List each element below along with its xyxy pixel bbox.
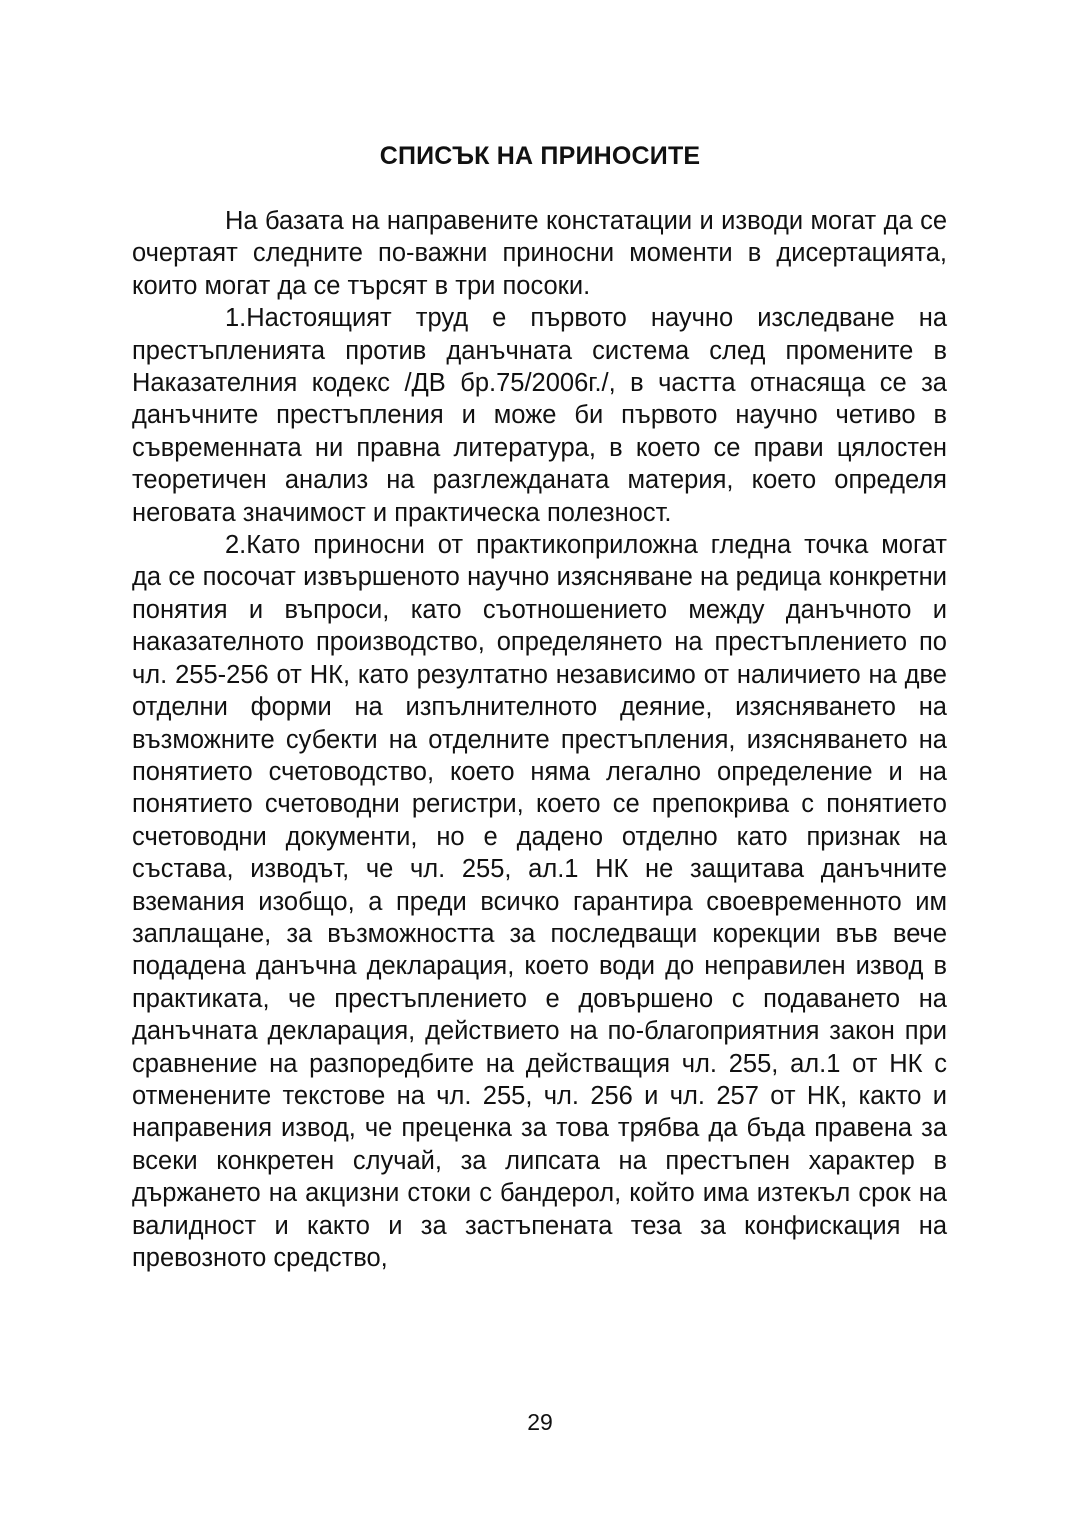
- page-number: 29: [527, 1409, 553, 1435]
- page-title: СПИСЪК НА ПРИНОСИТЕ: [379, 142, 701, 170]
- body-text: [132, 205, 947, 1274]
- paragraph-intro: На базата на направените констатации и изводи могат да се очертаят следните по-важни приносни моменти в дисертацията, които могат да се търсят в три посоки.: [132, 207, 947, 300]
- paragraph-contribution-2: 2.Като приносни от практикоприложна гледна точка могат да се посочат извършеното научно изясняване на редица конкретни понятия и въпроси, като съотношението между данъчното и наказателното производство, определянето на престъплението по чл. 255-256 от НК, като резултатно независимо от наличието на две отделни форми на изпълнителното деяние, изясняването на възможните субекти на отделните престъпления, изясняването на понятието счетоводство, което няма легално определение и на понятието счетоводни регистри, което се препокрива с понятието счетоводни документи, но е дадено отделно като признак на състава, изводът, че чл. 255, ал.1 НК не защитава данъчните вземания изобщо, а преди всичко гарантира своевременното им заплащане, за възможността за последващи корекции във вече подадена данъчна декларация, което води до неправилен извод в практиката, че престъплението е довършено с подаването на данъчната декларация, действието на по-благоприятния закон при сравнение на разпоредбите на действащия чл. 255, ал.1 от НК с отменените текстове на чл. 255, чл. 256 и чл. 257 от НК, както и направения извод, че преценка за това трябва да бъда правена за всеки конкретен случай, за липсата на престъпен характер в държането на акцизни стоки с бандерол, който има изтекъл срок на валидност и както и за застъпената теза за конфискация на превозното средство,: [132, 531, 947, 1272]
- paragraph-contribution-1: 1.Настоящият труд е първото научно изследване на престъпленията против данъчната система след промените в Наказателния кодекс /ДВ бр.75/2006г./, в частта отнасяща се за данъчните престъпления и може би първото научно четиво в съвременната ни правна литература, в което се прави цялостен теоретичен анализ на разглежданата материя, което определя неговата значимост и практическа полезност.: [132, 304, 947, 527]
